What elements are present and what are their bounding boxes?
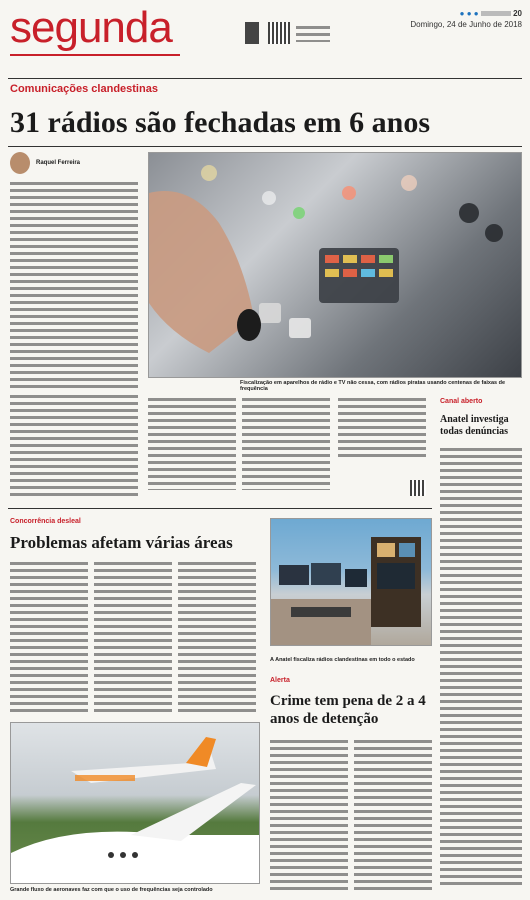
top-story-body-col-1b [10, 395, 138, 497]
top-story-body-col-4 [338, 398, 426, 460]
studio-photo-caption: A Anatel fiscaliza rádios clandestinas em todo o estado [270, 657, 415, 663]
qr-code-icon [410, 480, 426, 496]
top-story-photo [148, 152, 522, 378]
top-story-author: Raquel Ferreira [36, 160, 81, 166]
top-story-body-col-2 [148, 398, 236, 490]
logo-icon [245, 22, 259, 44]
masthead-blurb [296, 26, 330, 42]
second-story-col-2 [94, 562, 172, 712]
sidebar-kicker: Canal aberto [440, 398, 483, 405]
third-story-col-1 [270, 740, 348, 890]
second-story-photo-caption: Grande fluxo de aeronaves faz com que o uso de frequências seja controlado [10, 887, 213, 893]
sidebar-body [440, 448, 522, 888]
masthead-rule [10, 54, 180, 56]
top-story-divider [8, 146, 522, 147]
masthead-dateline [410, 8, 522, 30]
third-story-col-2 [354, 740, 432, 890]
second-story-headline: Problemas afetam várias áreas [10, 533, 233, 552]
second-story-col-1 [10, 562, 88, 712]
top-story-body-col-1 [10, 182, 138, 392]
author-avatar [10, 152, 30, 174]
third-story-headline: Crime tem pena de 2 a 4 anos de detenção [270, 693, 426, 727]
section-masthead: segunda [10, 3, 172, 52]
top-story-photo-caption: Fiscalização em aparelhos de rádio e TV não cessa, com rádios piratas usando centenas de faixas de frequência [240, 380, 506, 392]
sidebar-headline: Anatel investiga todas denúncias [440, 414, 509, 437]
mid-divider [8, 508, 432, 509]
third-story-kicker: Alerta [270, 677, 290, 684]
airplane-photo [10, 722, 260, 884]
mixing-console-image [149, 153, 521, 377]
qr-code-icon [268, 22, 290, 44]
top-story-kicker: Comunicações clandestinas [10, 83, 158, 95]
studio-photo [270, 518, 432, 646]
second-story-kicker: Concorrência desleal [10, 518, 81, 525]
studio-image [271, 519, 431, 645]
top-story-body-col-3 [242, 398, 330, 490]
second-story-col-3 [178, 562, 256, 712]
airplane-image [11, 723, 259, 883]
social-icons: ● ● ● [459, 9, 479, 18]
date-line: Domingo, 24 de Junho de 2018 [410, 20, 522, 29]
page-number: 20 [513, 9, 522, 18]
top-story-headline: 31 rádios são fechadas em 6 anos [10, 106, 431, 139]
masthead-divider [8, 78, 522, 79]
